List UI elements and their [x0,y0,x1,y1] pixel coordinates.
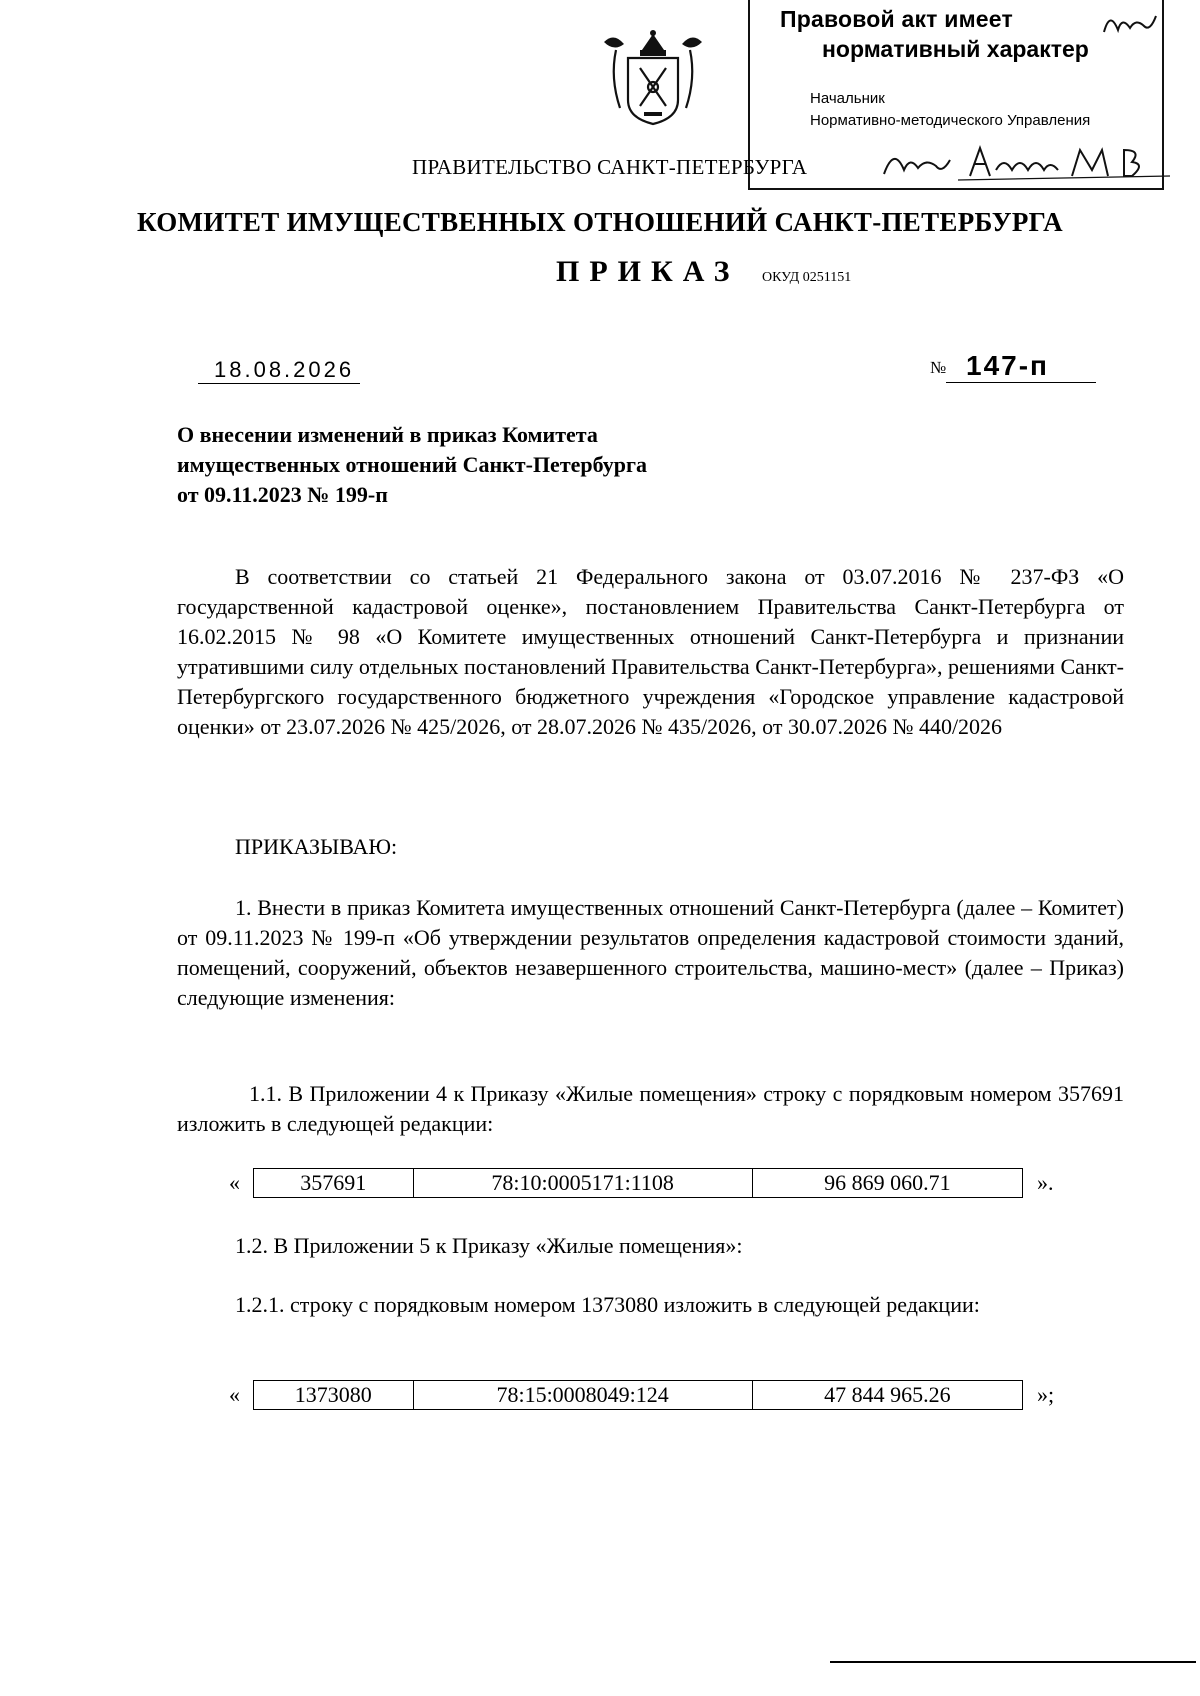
item-1-2-paragraph [177,1231,1124,1261]
subject-line: О внесении изменений в приказ Комитета [177,422,598,447]
order-word-paragraph [177,832,1124,862]
stamp-line-3: Начальник [810,90,885,107]
table-row [177,1380,1124,1414]
table-cell-ordinal: 357691 [254,1169,414,1197]
bottom-divider [830,1661,1196,1663]
open-quote: « [229,1170,240,1195]
item-1-2-1-text: 1.2.1. строку с порядковым номером 1373080 изложить в следующей редакции: [235,1292,980,1317]
order-word: ПРИКАЗЫВАЮ: [235,834,398,859]
table-cell-cadastral-value: 96 869 060.71 [824,1170,951,1195]
item-1-2-1-paragraph [177,1290,1124,1320]
table-row [177,1168,1124,1202]
government-title: ПРАВИТЕЛЬСТВО САНКТ-ПЕТЕРБУРГА [412,155,808,179]
item-1-1-text: 1.1. В Приложении 4 к Приказу «Жилые помещения» строку с порядковым номером 357691 изложить в следующей редакции: [177,1081,1124,1136]
preamble-text: В соответствии со статьей 21 Федерального закона от 03.07.2016 № 237-ФЗ «О государственной кадастровой оценке», постановлением Правительства Санкт-Петербурга от 16.02.2015 № 98 «О Комитете имущественных отношений Санкт-Петербурга и признании утратившими силу отдельных постановлений Правительства Санкт-Петербурга», решениями Санкт-Петербургского государственного бюджетного учреждения «Городское управление кадастровой оценки» от 23.07.2026 № 425/2026, от 28.07.2026 № 435/2026, от 30.07.2026 № 440/2026 [177,564,1124,739]
coat-of-arms-emblem [600,28,706,128]
item-1-1-paragraph [177,1079,1124,1139]
data-table [253,1168,1023,1198]
data-table [253,1380,1023,1410]
subject-line: от 09.11.2023 № 199-п [177,482,388,507]
document-date: 18.08.2026 [198,357,360,384]
table-cell-ordinal: 1373080 [254,1381,414,1409]
document-type: ПРИКАЗ [556,255,740,288]
number-label: № [930,358,947,377]
table-cell-cadastral-value: 47 844 965.26 [824,1382,951,1407]
stamp-line-1: Правовой акт имеет [780,6,1013,32]
initials-signature [1100,6,1160,40]
table-cell-cadastral-number: 78:15:0008049:124 [414,1381,753,1409]
item-1-paragraph [177,893,1124,1013]
item-1-2-text: 1.2. В Приложении 5 к Приказу «Жилые помещения»: [235,1233,743,1258]
stamp-line-4: Нормативно-методического Управления [810,112,1091,129]
close-quote: ». [1037,1170,1054,1195]
close-quote: »; [1037,1382,1055,1407]
document-subject [177,420,647,510]
table-cell-cadastral-number: 78:10:0005171:1108 [414,1169,753,1197]
committee-title: КОМИТЕТ ИМУЩЕСТВЕННЫХ ОТНОШЕНИЙ САНКТ-ПЕТЕРБУРГА [137,207,1063,237]
handwritten-signature [880,140,1180,186]
document-number: 147-п [946,350,1096,383]
item-1-text: 1. Внести в приказ Комитета имущественных отношений Санкт-Петербурга (далее – Комитет) от 09.11.2023 № 199-п «Об утверждении результатов определения кадастровой стоимости зданий, помещений, сооружений, объектов незавершенного строительства, машино-мест» (далее – Приказ) следующие изменения: [177,895,1124,1010]
open-quote: « [229,1382,240,1407]
subject-line: имущественных отношений Санкт-Петербурга [177,452,648,477]
preamble-paragraph [177,562,1124,742]
stamp-line-2: нормативный характер [822,36,1089,62]
okud-code: ОКУД 0251151 [762,270,852,285]
